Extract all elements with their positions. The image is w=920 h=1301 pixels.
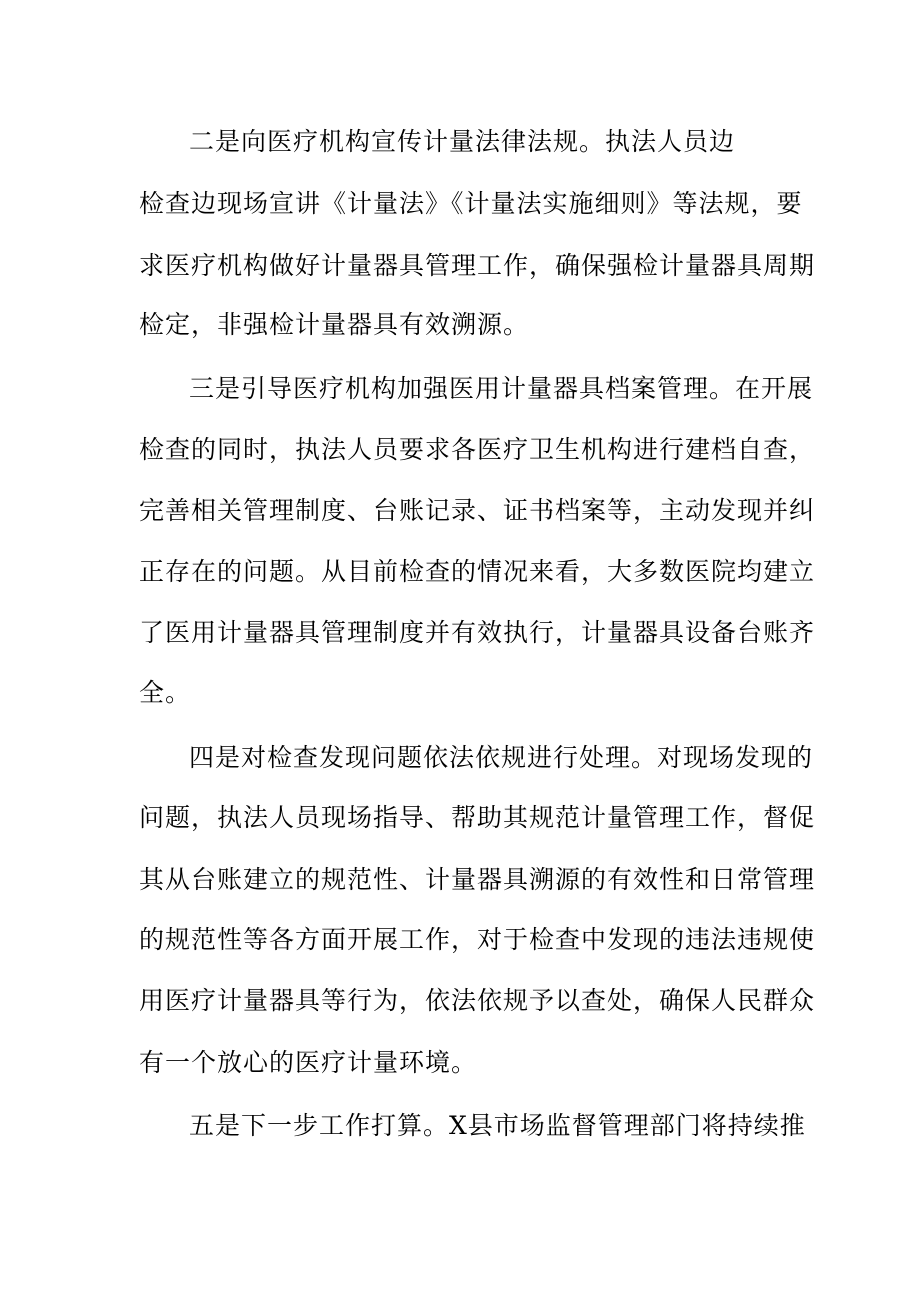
paragraph-2-line-3: 求医疗机构做好计量器具管理工作，确保强检计量器具周期 xyxy=(139,251,816,280)
paragraph-3-line-6: 全。 xyxy=(139,678,192,707)
paragraph-3-line-1: 三是引导医疗机构加强医用计量器具档案管理。在开展 xyxy=(189,374,814,403)
paragraph-2-line-4: 检定，非强检计量器具有效溯源。 xyxy=(139,310,530,339)
paragraph-4-line-5: 用医疗计量器具等行为，依法依规予以查处，确保人民群众 xyxy=(139,986,816,1015)
paragraph-4-line-3: 其从台账建立的规范性、计量器具溯源的有效性和日常管理 xyxy=(139,865,816,894)
paragraph-3-line-4: 正存在的问题。从目前检查的情况来看，大多数医院均建立 xyxy=(139,557,816,586)
paragraph-3-line-2: 检查的同时，执法人员要求各医疗卫生机构进行建档自查， xyxy=(139,435,816,464)
paragraph-2-line-2: 检查边现场宣讲《计量法》《计量法实施细则》等法规，要 xyxy=(139,189,803,218)
paragraph-5-line-1: 五是下一步工作打算。X县市场监督管理部门将持续推 xyxy=(189,1111,806,1140)
paragraph-4-line-6: 有一个放心的医疗计量环境。 xyxy=(139,1048,478,1077)
paragraph-3-line-3: 完善相关管理制度、台账记录、证书档案等，主动发现并纠 xyxy=(139,496,816,525)
paragraph-4-line-2: 问题，执法人员现场指导、帮助其规范计量管理工作，督促 xyxy=(139,803,816,832)
paragraph-4-line-4: 的规范性等各方面开展工作，对于检查中发现的违法违规使 xyxy=(139,925,816,954)
paragraph-3-line-5: 了医用计量器具管理制度并有效执行，计量器具设备台账齐 xyxy=(139,618,816,647)
paragraph-4-line-1: 四是对检查发现问题依法依规进行处理。对现场发现的 xyxy=(189,743,814,772)
paragraph-2-line-1: 二是向医疗机构宣传计量法律法规。执法人员边 xyxy=(189,127,736,156)
